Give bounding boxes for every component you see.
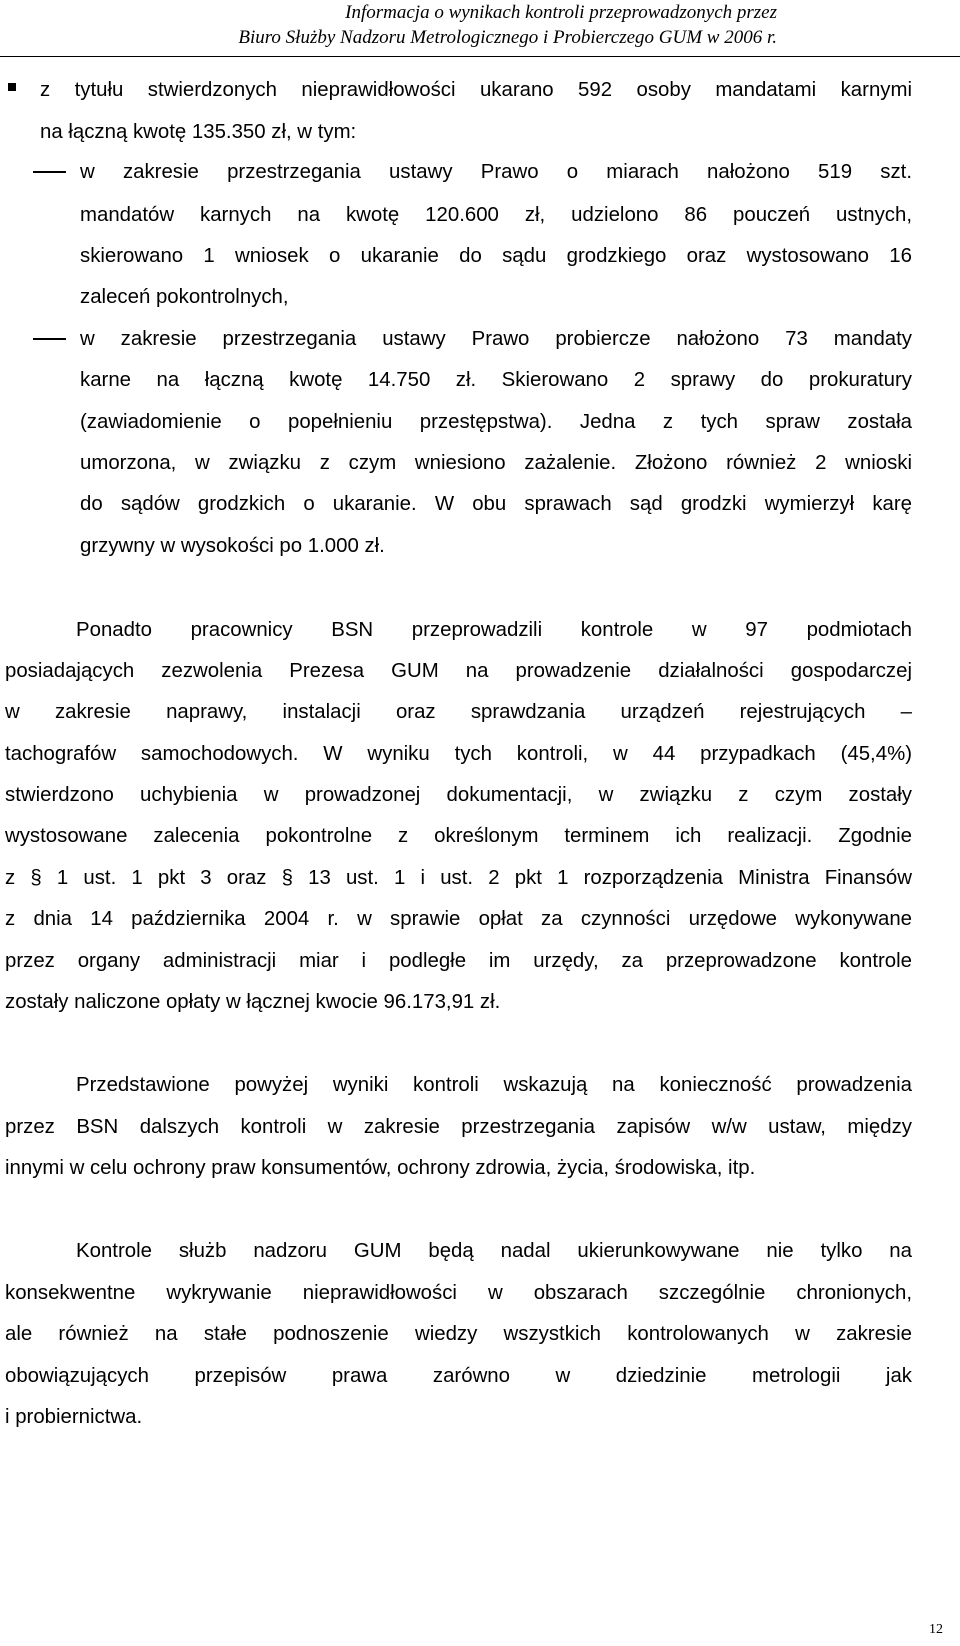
para3-line-3: ale również na stałe podnoszenie wiedzy wszystkich kontrolowanych w zakresie <box>5 1323 912 1345</box>
para1-line-7: z § 1 ust. 1 pkt 3 oraz § 13 ust. 1 i ust. 2 pkt 1 rozporządzenia Ministra Finansów <box>5 867 912 889</box>
para1-line-2: posiadających zezwolenia Prezesa GUM na prowadzenie działalności gospodarczej <box>5 660 912 682</box>
para1-line-4: tachografów samochodowych. W wyniku tych kontroli, w 44 przypadkach (45,4%) <box>5 743 912 765</box>
dash2-line-2: karne na łączną kwotę 14.750 zł. Skierowano 2 sprawy do prokuratury <box>80 369 912 391</box>
para3-line-5: i probiernictwa. <box>5 1406 143 1428</box>
para2-line-1: Przedstawione powyżej wyniki kontroli wskazują na konieczność prowadzenia <box>76 1074 912 1096</box>
para1-line-9: przez organy administracji miar i podległe im urzędy, za przeprowadzone kontrole <box>5 950 912 972</box>
dash2-line-3: (zawiadomienie o popełnieniu przestępstwa). Jedna z tych spraw została <box>80 411 912 433</box>
para2-line-3: innymi w celu ochrony praw konsumentów, ochrony zdrowia, życia, środowiska, itp. <box>5 1157 756 1179</box>
dash1-line-3: skierowano 1 wniosek o ukaranie do sądu grodzkiego oraz wystosowano 16 <box>80 245 912 267</box>
header-line-2: Biuro Służby Nadzoru Metrologicznego i Probierczego GUM w 2006 r. <box>238 27 777 48</box>
dash2-line-1: w zakresie przestrzegania ustawy Prawo probiercze nałożono 73 mandaty <box>80 328 912 350</box>
para3-line-4: obowiązujących przepisów prawa zarówno w dziedzinie metrologii jak <box>5 1365 912 1387</box>
para3-line-2: konsekwentne wykrywanie nieprawidłowości w obszarach szczególnie chronionych, <box>5 1282 912 1304</box>
para1-line-6: wystosowane zalecenia pokontrolne z określonym terminem ich realizacji. Zgodnie <box>5 825 912 847</box>
bullet-line-2: na łączną kwotę 135.350 zł, w tym: <box>40 121 357 143</box>
bullet-square-icon <box>8 83 16 91</box>
para1-line-5: stwierdzono uchybienia w prowadzonej dokumentacji, w związku z czym zostały <box>5 784 912 806</box>
document-header <box>0 0 960 50</box>
para1-line-10: zostały naliczone opłaty w łącznej kwocie 96.173,91 zł. <box>5 991 501 1013</box>
dash-marker-1 <box>33 171 66 173</box>
dash-marker-2 <box>33 338 66 340</box>
para1-line-3: w zakresie naprawy, instalacji oraz sprawdzania urządzeń rejestrujących – <box>5 701 912 723</box>
header-rule <box>0 56 960 57</box>
dash2-line-5: do sądów grodzkich o ukaranie. W obu sprawach sąd grodzki wymierzył karę <box>80 493 912 515</box>
bullet-line-1: z tytułu stwierdzonych nieprawidłowości ukarano 592 osoby mandatami karnymi <box>40 79 912 101</box>
dash1-line-2: mandatów karnych na kwotę 120.600 zł, udzielono 86 pouczeń ustnych, <box>80 204 912 226</box>
dash1-line-1: w zakresie przestrzegania ustawy Prawo o miarach nałożono 519 szt. <box>80 161 912 183</box>
dash1-line-4: zaleceń pokontrolnych, <box>80 286 289 308</box>
para1-line-1: Ponadto pracownicy BSN przeprowadzili kontrole w 97 podmiotach <box>76 619 912 641</box>
header-line-1: Informacja o wynikach kontroli przeprowadzonych przez <box>345 2 777 23</box>
para1-line-8: z dnia 14 października 2004 r. w sprawie opłat za czynności urzędowe wykonywane <box>5 908 912 930</box>
dash2-line-4: umorzona, w związku z czym wniesiono zażalenie. Złożono również 2 wnioski <box>80 452 912 474</box>
para3-line-1: Kontrole służb nadzoru GUM będą nadal ukierunkowywane nie tylko na <box>76 1240 912 1262</box>
page-number: 12 <box>929 1622 943 1637</box>
dash2-line-6: grzywny w wysokości po 1.000 zł. <box>80 535 385 557</box>
para2-line-2: przez BSN dalszych kontroli w zakresie przestrzegania zapisów w/w ustaw, między <box>5 1116 912 1138</box>
